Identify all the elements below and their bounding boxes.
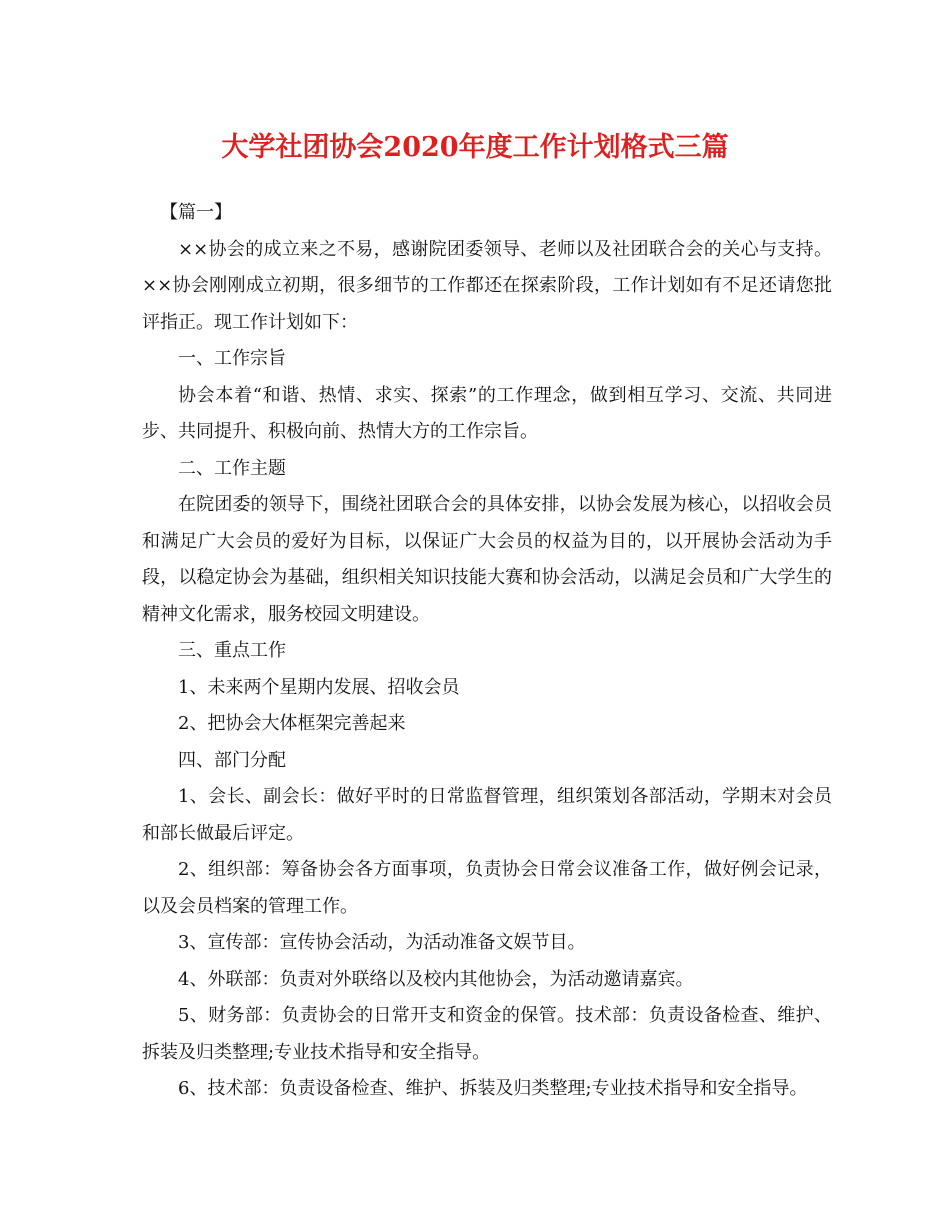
section-heading-part-one: 【篇一】 — [160, 202, 232, 223]
department-item: 5、财务部：负责协会的日常开支和资金的保管。技术部：负责设备检查、维护、拆装及归类整理;专业技术指导和安全指导。 — [142, 1005, 832, 1063]
department-item: 1、会长、副会长：做好平时的日常监督管理，组织策划各部活动，学期末对会员和部长做最后评定。 — [142, 786, 832, 844]
section-heading-purpose: 一、工作宗旨 — [178, 348, 286, 369]
department-item: 6、技术部：负责设备检查、维护、拆装及归类整理;专业技术指导和安全指导。 — [178, 1078, 808, 1099]
department-item: 3、宣传部：宣传协会活动，为活动准备文娱节目。 — [178, 932, 586, 953]
key-work-item: 1、未来两个星期内发展、招收会员 — [178, 676, 460, 698]
intro-paragraph: ××协会的成立来之不易，感谢院团委领导、老师以及社团联合会的关心与支持。××协会刚刚成立初期，很多细节的工作都还在探索阶段，工作计划如有不足还请您批评指正。现工作计划如下： — [142, 238, 832, 333]
department-item: 2、组织部：筹备协会各方面事项，负责协会日常会议准备工作，做好例会记录，以及会员档案的管理工作。 — [142, 859, 832, 917]
document-title: 大学社团协会2020年度工作计划格式三篇 — [221, 132, 729, 163]
section-heading-key-work: 三、重点工作 — [178, 640, 286, 661]
department-item: 4、外联部：负责对外联络以及校内其他协会，为活动邀请嘉宾。 — [178, 968, 694, 990]
document-body — [142, 195, 832, 1108]
key-work-item: 2、把协会大体框架完善起来 — [178, 713, 406, 734]
purpose-paragraph: 协会本着“和谐、热情、求实、探索”的工作理念，做到相互学习、交流、共同进步、共同提升、积极向前、热情大方的工作宗旨。 — [142, 384, 832, 442]
section-heading-departments: 四、部门分配 — [178, 749, 286, 771]
section-heading-theme: 二、工作主题 — [178, 457, 286, 479]
theme-paragraph: 在院团委的领导下，围绕社团联合会的具体安排，以协会发展为核心，以招收会员和满足广大会员的爱好为目标，以保证广大会员的权益为目的，以开展协会活动为手段，以稳定协会为基础，组织相关知识技能大赛和协会活动，以满足会员和广大学生的精神文化需求，服务校园文明建设。 — [142, 494, 832, 625]
